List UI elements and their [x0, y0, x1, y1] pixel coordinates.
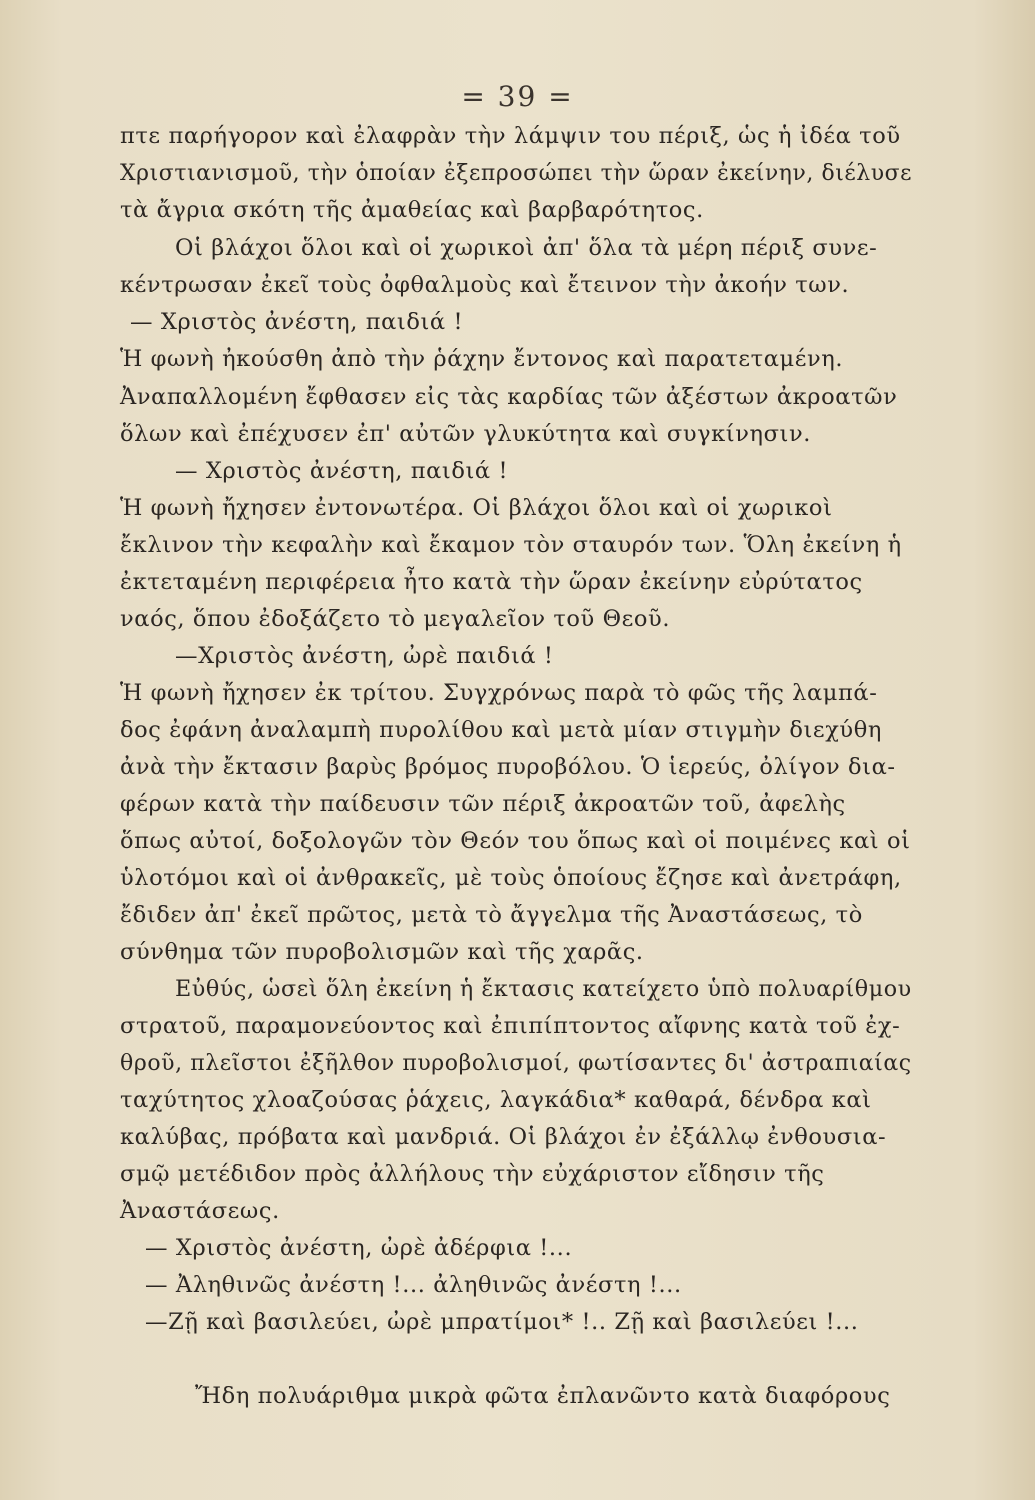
text-line: σμῷ μετέδιδον πρὸς ἀλλήλους τὴν εὐχάριστον εἴδησιν τῆς — [120, 1161, 825, 1187]
text-line: ἀνὰ τὴν ἔκτασιν βαρὺς βρόμος πυροβόλου. Ὁ ἱερεύς, ὀλίγον δια- — [120, 754, 896, 780]
text-line: —Χριστὸς ἀνέστη, ὠρὲ παιδιά ! — [175, 643, 554, 669]
text-line: ναός, ὅπου ἐδοξάζετο τὸ μεγαλεῖον τοῦ Θεοῦ. — [120, 606, 671, 632]
text-line: — Χριστὸς ἀνέστη, ὠρὲ ἀδέρφια !... — [145, 1235, 573, 1261]
text-line: Ἀναστάσεως. — [120, 1198, 280, 1224]
text-line: δος ἐφάνη ἀναλαμπὴ πυρολίθου καὶ μετὰ μίαν στιγμὴν διεχύθη — [120, 717, 882, 743]
text-line: — Ἀληθινῶς ἀνέστη !... ἀληθινῶς ἀνέστη !... — [145, 1272, 682, 1298]
text-line: —Ζῇ καὶ βασιλεύει, ὠρὲ μπρατίμοι* !.. Ζῇ καὶ βασιλεύει !... — [145, 1309, 859, 1335]
text-line: στρατοῦ, παραμονεύοντος καὶ ἐπιπίπτοντος αἴφνης κατὰ τοῦ ἐχ- — [120, 1013, 901, 1039]
text-line: Ἀναπαλλομένη ἔφθασεν εἰς τὰς καρδίας τῶν ἀξέστων ἀκροατῶν — [120, 384, 898, 410]
text-line: ἔκλινον τὴν κεφαλὴν καὶ ἔκαμον τὸν σταυρόν των. Ὅλη ἐκείνη ἡ — [120, 532, 902, 558]
text-line: σύνθημα τῶν πυροβολισμῶν καὶ τῆς χαρᾶς. — [120, 939, 644, 965]
text-line: τὰ ἄγρια σκότη τῆς ἀμαθείας καὶ βαρβαρότητος. — [120, 197, 704, 223]
text-line: Οἱ βλάχοι ὅλοι καὶ οἱ χωρικοὶ ἀπ' ὅλα τὰ μέρη πέριξ συνε- — [175, 235, 878, 261]
text-line: κέντρωσαν ἐκεῖ τοὺς ὀφθαλμοὺς καὶ ἔτεινον τὴν ἀκοήν των. — [120, 272, 850, 298]
text-line: Ἡ φωνὴ ἠκούσθη ἀπὸ τὴν ῥάχην ἔντονος καὶ παρατεταμένη. — [120, 346, 844, 372]
page-number: = 39 = — [461, 80, 574, 113]
text-line: καλύβας, πρόβατα καὶ μανδριά. Οἱ βλάχοι ἐν ἐξάλλῳ ἐνθουσια- — [120, 1124, 887, 1150]
text-line: ὅλων καὶ ἐπέχυσεν ἐπ' αὐτῶν γλυκύτητα καὶ συγκίνησιν. — [120, 421, 812, 447]
text-line: — Χριστὸς ἀνέστη, παιδιά ! — [130, 309, 464, 335]
text-line: πτε παρήγορον καὶ ἐλαφρὰν τὴν λάμψιν του πέριξ, ὡς ἡ ἰδέα τοῦ — [120, 123, 901, 149]
text-line: φέρων κατὰ τὴν παίδευσιν τῶν πέριξ ἀκροατῶν τοῦ, ἀφελὴς — [120, 791, 846, 817]
text-line: θροῦ, πλεῖστοι ἐξῆλθον πυροβολισμοί, φωτίσαντες δι' ἀστραπιαίας — [120, 1050, 912, 1076]
text-line: Ἡ φωνὴ ἤχησεν ἐκ τρίτου. Συγχρόνως παρὰ τὸ φῶς τῆς λαμπά- — [120, 680, 878, 706]
text-line: Ἤδη πολυάριθμα μικρὰ φῶτα ἐπλανῶντο κατὰ διαφόρους — [195, 1383, 891, 1409]
text-line: ὑλοτόμοι καὶ οἱ ἀνθρακεῖς, μὲ τοὺς ὁποίους ἔζησε καὶ ἀνετράφη, — [120, 865, 902, 891]
text-line: ταχύτητος χλοαζούσας ῥάχεις, λαγκάδια* καθαρά, δένδρα καὶ — [120, 1087, 872, 1113]
text-line: ἔδιδεν ἀπ' ἐκεῖ πρῶτος, μετὰ τὸ ἄγγελμα τῆς Ἀναστάσεως, τὸ — [120, 902, 863, 928]
text-line: ὅπως αὐτοί, δοξολογῶν τὸν Θεόν του ὅπως καὶ οἱ ποιμένες καὶ οἱ — [120, 828, 911, 854]
text-line: — Χριστὸς ἀνέστη, παιδιά ! — [175, 458, 509, 484]
text-line: Χριστιανισμοῦ, τὴν ὁποίαν ἐξεπροσώπει τὴν ὥραν ἐκείνην, διέλυσε — [120, 160, 913, 186]
text-line: Εὐθύς, ὡσεὶ ὅλη ἐκείνη ἡ ἔκτασις κατείχετο ὑπὸ πολυαρίθμου — [175, 976, 912, 1002]
text-line: Ἡ φωνὴ ἤχησεν ἐντονωτέρα. Οἱ βλάχοι ὅλοι καὶ οἱ χωρικοὶ — [120, 495, 833, 521]
text-line: ἐκτεταμένη περιφέρεια ἦτο κατὰ τὴν ὥραν ἐκείνην εὐρύτατος — [120, 569, 863, 595]
